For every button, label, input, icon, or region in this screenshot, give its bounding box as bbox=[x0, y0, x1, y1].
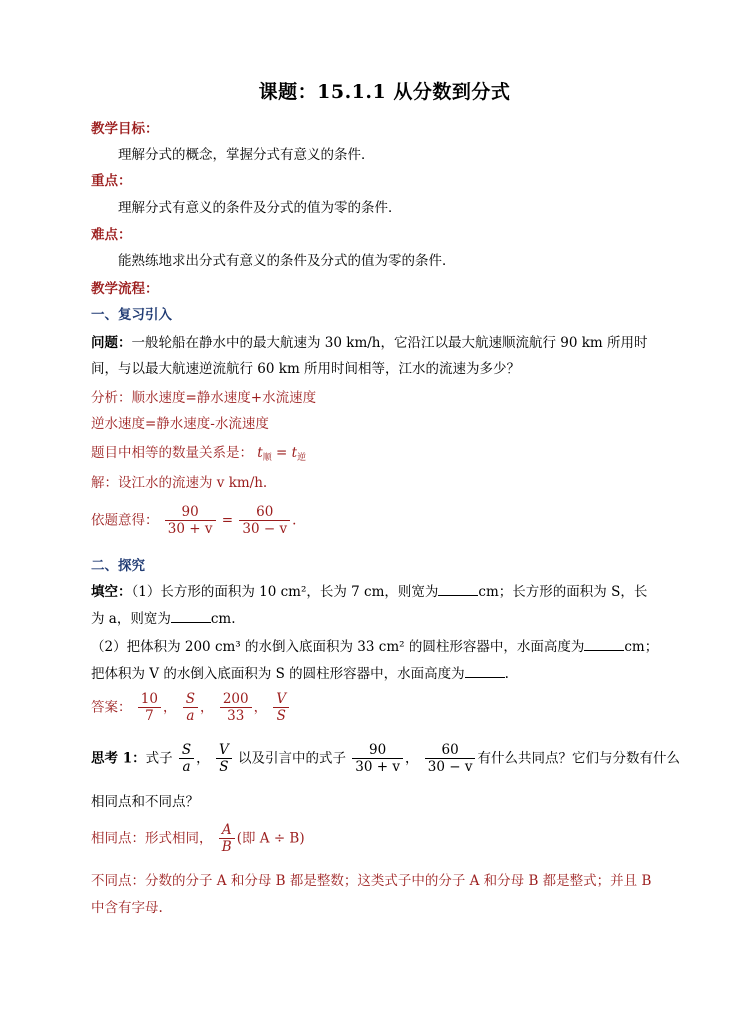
same-paren: (即 A ÷ B) bbox=[236, 830, 305, 847]
question-line2: 间，与以最大航速逆流航行 60 km 所用时间相等，江水的流速为多少？ bbox=[91, 361, 521, 377]
answer-fraction: $\frac{S}{a}$ bbox=[183, 692, 198, 724]
difficulties-text: 能熟练地求出分式有意义的条件及分式的值为零的条件． bbox=[118, 253, 456, 269]
think-label: 思考 1： bbox=[91, 750, 146, 767]
eq-sign: = bbox=[221, 512, 234, 529]
fill-blank-2 bbox=[171, 610, 211, 623]
relation-eq: = bbox=[276, 445, 288, 461]
think-line1: 思考 1：式子 $\frac{S}{a}$ ， $\frac{V}{S}$ 以及引言中的式子 $\frac{90}{30 + v}$ ， $\frac{60}{30 - v}$ 有什么共同点？它们与分数有什么 bbox=[91, 742, 680, 775]
think-line2: 相同点和不同点？ bbox=[91, 794, 199, 810]
answer-fraction: $\frac{10}{7}$ bbox=[138, 692, 161, 724]
think-fraction: $\frac{V}{S}$ bbox=[216, 743, 232, 775]
think-fraction: $\frac{S}{a}$ bbox=[179, 743, 194, 775]
question-line1 bbox=[91, 333, 648, 353]
same-fraction: $\frac{A}{B}$ bbox=[219, 823, 235, 855]
answer-fraction: $\frac{200}{33}$ bbox=[220, 692, 252, 724]
section2-heading: 二、探究 bbox=[91, 558, 145, 574]
diff-line1: 不同点：分数的分子 A 和分母 B 都是整数；这类式子中的分子 A 和分母 B 都是整式；并且 B bbox=[91, 873, 652, 889]
relation-t1: t bbox=[257, 445, 263, 461]
fill-blank-3 bbox=[584, 638, 624, 651]
relation-t2: t bbox=[291, 445, 298, 461]
think-fraction: $\frac{90}{30 + v}$ bbox=[352, 743, 403, 775]
equation-line: 依题意得： $\frac{90}{30 + v}$ = $\frac{60}{30 - v}$ . bbox=[91, 504, 297, 537]
objectives-heading: 教学目标： bbox=[91, 121, 159, 137]
page-title: 课题：15.1.1 从分数到分式 bbox=[258, 81, 511, 103]
difficulties-heading: 难点： bbox=[91, 227, 132, 243]
same-line bbox=[91, 823, 305, 855]
fill-line3: （2）把体积为 200 cm³ 的水倒入底面积为 33 cm² 的圆柱形容器中，水面高度为 cm； bbox=[91, 639, 659, 655]
fill-line1: 填空：（1）长方形的面积为 10 cm²，长为 7 cm，则宽为 cm；长方形的面积为 S，长 bbox=[91, 584, 648, 600]
equation-label: 依题意得： bbox=[91, 512, 159, 529]
fill-line2: 为 a，则宽为 cm. bbox=[91, 611, 236, 627]
relation-sub2: 逆 bbox=[297, 453, 307, 463]
diff-line2: 中含有字母. bbox=[91, 900, 163, 916]
relation-label: 题目中相等的数量关系是： bbox=[91, 445, 253, 461]
relation-sub1: 顺 bbox=[262, 453, 272, 463]
answer-label: 答案： bbox=[91, 699, 132, 716]
key-points-text: 理解分式有意义的条件及分式的值为零的条件． bbox=[118, 200, 402, 216]
section1-heading: 一、复习引入 bbox=[91, 307, 172, 323]
solution-line: 解：设江水的流速为 v km/h. bbox=[91, 475, 268, 491]
fill-blank-4 bbox=[465, 665, 505, 678]
answer-fraction: $\frac{V}{S}$ bbox=[273, 692, 289, 724]
analysis-line2: 逆水速度=静水速度-水流速度 bbox=[91, 416, 269, 432]
fill-label: 填空： bbox=[91, 584, 132, 600]
key-points-heading: 重点： bbox=[91, 173, 132, 189]
question-text1: 一般轮船在静水中的最大航速为 30 km/h，它沿江以最大航速顺流航行 90 km 所用时 bbox=[131, 335, 648, 351]
eq-right-fraction: $\frac{60}{30 - v}$ bbox=[239, 505, 290, 537]
fill-line4: 把体积为 V 的水倒入底面积为 S 的圆柱形容器中，水面高度为 . bbox=[91, 666, 509, 682]
relation-line bbox=[91, 443, 306, 468]
objectives-text: 理解分式的概念，掌握分式有意义的条件． bbox=[118, 147, 375, 163]
answer-line: 答案： $\frac{10}{7}$ ， $\frac{S}{a}$ ， $\frac{200}{33}$ ， $\frac{V}{S}$ bbox=[91, 692, 291, 724]
same-label: 相同点：形式相同， bbox=[91, 830, 213, 847]
think-fraction: $\frac{60}{30 - v}$ bbox=[425, 743, 476, 775]
fill-blank-1 bbox=[438, 583, 478, 596]
eq-left-fraction: $\frac{90}{30 + v}$ bbox=[165, 505, 216, 537]
process-heading: 教学流程： bbox=[91, 281, 159, 297]
analysis-line1: 分析：顺水速度=静水速度+水流速度 bbox=[91, 390, 317, 406]
question-label: 问题： bbox=[91, 335, 132, 351]
